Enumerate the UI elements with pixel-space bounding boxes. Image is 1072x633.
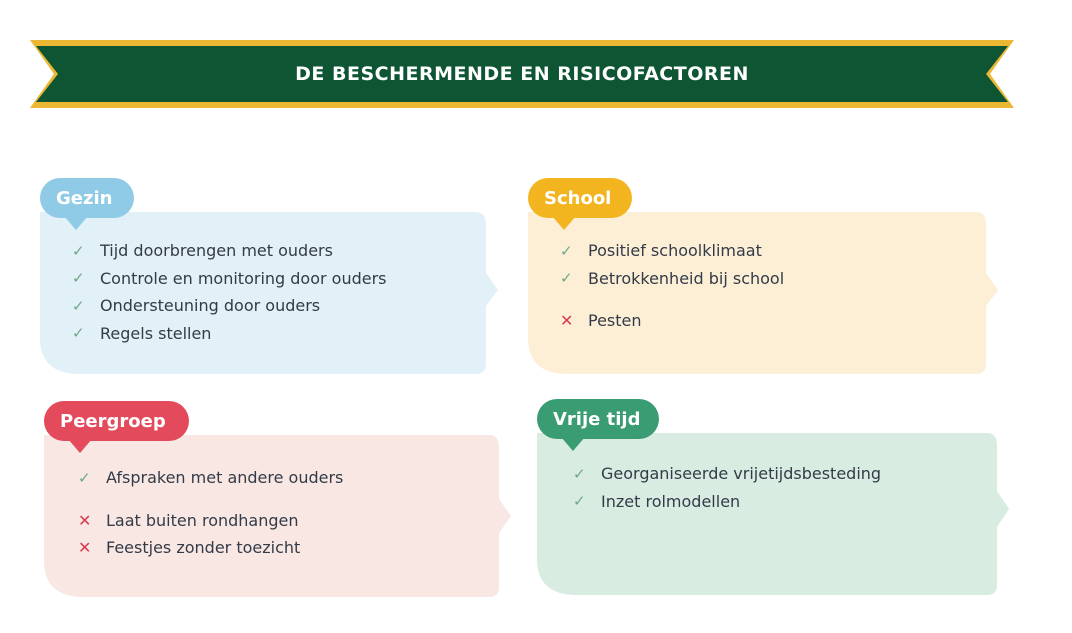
list-item — [78, 534, 343, 562]
card-gezin-list — [72, 237, 387, 347]
checkmark-icon: ✓ — [72, 324, 85, 343]
cross-icon: ✕ — [78, 538, 92, 558]
card-gezin-tab-pointer — [64, 216, 88, 230]
checkmark-icon: ✓ — [560, 241, 573, 260]
cross-icon: ✕ — [78, 510, 92, 530]
checkmark-icon: ✓ — [72, 269, 85, 288]
title-banner — [30, 40, 1014, 108]
banner-title: DE BESCHERMENDE EN RISICOFACTOREN — [295, 63, 749, 85]
checkmark-icon: ✓ — [78, 468, 91, 487]
list-item — [573, 488, 881, 516]
checkmark-icon: ✓ — [573, 492, 586, 511]
card-vrije-tijd-list — [573, 460, 881, 515]
list-item — [78, 464, 343, 492]
list-item — [78, 507, 343, 535]
item-text: Controle en monitoring door ouders — [100, 268, 387, 288]
list-item — [72, 265, 387, 293]
list-item — [560, 237, 784, 265]
card-peergroep-list — [78, 464, 343, 562]
card-school-list — [560, 237, 784, 335]
item-text: Laat buiten rondhangen — [106, 510, 299, 530]
card-gezin-title: Gezin — [40, 178, 134, 218]
card-school-tab-pointer — [552, 216, 576, 230]
list-item — [573, 460, 881, 488]
checkmark-icon: ✓ — [72, 296, 85, 315]
list-item — [560, 265, 784, 293]
card-school — [528, 178, 1003, 378]
card-gezin — [40, 178, 510, 378]
item-text: Afspraken met andere ouders — [106, 468, 344, 488]
item-text: Pesten — [588, 311, 642, 331]
card-vrije-tijd-title: Vrije tijd — [537, 399, 659, 439]
item-text: Inzet rolmodellen — [601, 491, 741, 511]
card-school-title: School — [528, 178, 632, 218]
checkmark-icon: ✓ — [560, 269, 573, 288]
cross-icon: ✕ — [560, 311, 574, 331]
item-text: Tijd doorbrengen met ouders — [100, 241, 333, 261]
checkmark-icon: ✓ — [72, 241, 85, 260]
card-peergroep-tab-pointer — [68, 439, 92, 453]
item-text: Ondersteuning door ouders — [100, 296, 321, 316]
card-vrije-tijd — [537, 399, 1012, 601]
item-text: Positief schoolklimaat — [588, 241, 762, 261]
checkmark-icon: ✓ — [573, 464, 586, 483]
card-peergroep — [44, 401, 514, 603]
list-item — [560, 307, 784, 335]
card-vrije-tijd-tab-pointer — [561, 437, 585, 451]
list-item — [72, 292, 387, 320]
item-text: Betrokkenheid bij school — [588, 268, 785, 288]
item-text: Regels stellen — [100, 323, 212, 343]
list-item — [72, 320, 387, 348]
item-text: Georganiseerde vrijetijdsbesteding — [601, 464, 882, 484]
item-text: Feestjes zonder toezicht — [106, 538, 301, 558]
card-peergroep-title: Peergroep — [44, 401, 189, 441]
list-item — [72, 237, 387, 265]
